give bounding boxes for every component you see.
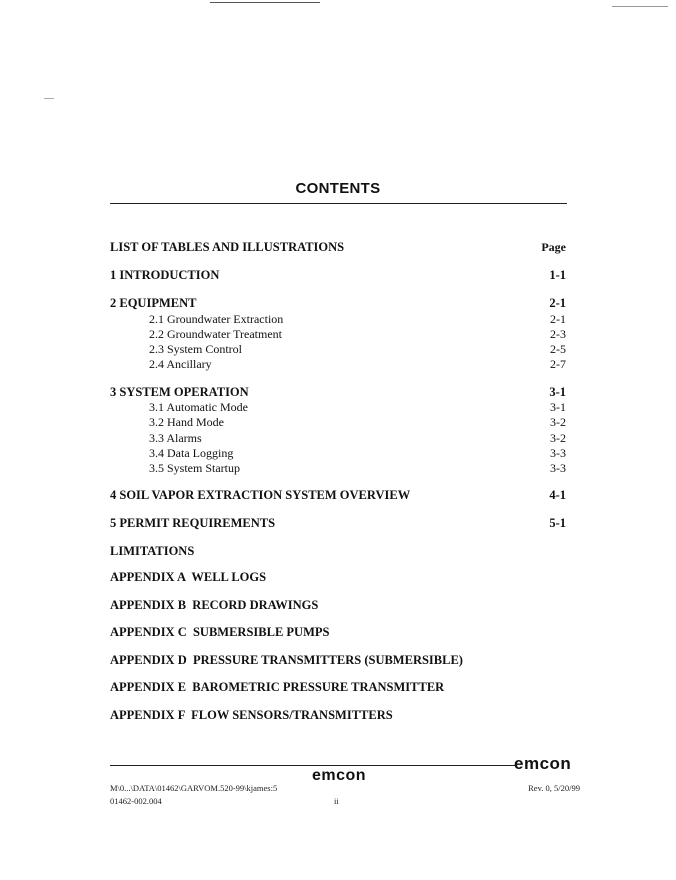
toc-subentry-page: 2-1 — [550, 312, 566, 326]
toc-entry-page: 3-1 — [549, 385, 566, 399]
toc-entry: LIMITATIONS — [110, 544, 195, 558]
toc-header-page: Page — [541, 240, 566, 254]
footer-page-number: ii — [334, 796, 339, 806]
toc-appendix: APPENDIX F FLOW SENSORS/TRANSMITTERS — [110, 708, 393, 722]
toc-entry: 4 SOIL VAPOR EXTRACTION SYSTEM OVERVIEW — [110, 488, 411, 502]
toc-subentry: 2.4 Ancillary — [149, 357, 212, 371]
page-title: CONTENTS — [295, 180, 381, 197]
footer-file-path: M\0...\DATA\01462\GARVOM.520-99\kjames:5 — [110, 783, 278, 793]
scan-artifact — [612, 6, 668, 7]
toc-appendix: APPENDIX E BAROMETRIC PRESSURE TRANSMITTER — [110, 680, 445, 694]
toc-subentry: 3.2 Hand Mode — [149, 415, 224, 429]
toc-entry-page: 4-1 — [549, 488, 566, 502]
toc-appendix: APPENDIX B RECORD DRAWINGS — [110, 598, 319, 612]
toc-appendix: APPENDIX D PRESSURE TRANSMITTERS (SUBMERSIBLE) — [110, 653, 463, 667]
emcon-logo-center: emcon — [312, 767, 367, 784]
toc-subentry-page: 2-3 — [550, 327, 566, 341]
emcon-logo-right: emcon — [514, 754, 572, 773]
scan-artifact — [210, 2, 320, 3]
toc-appendix: APPENDIX A WELL LOGS — [110, 570, 267, 584]
toc-entry: 5 PERMIT REQUIREMENTS — [110, 516, 276, 530]
toc-entry: 1 INTRODUCTION — [110, 268, 220, 282]
toc-subentry-page: 3-1 — [550, 400, 566, 414]
toc-subentry-page: 3-2 — [550, 415, 566, 429]
toc-entry: 3 SYSTEM OPERATION — [110, 385, 249, 399]
toc-subentry: 3.5 System Startup — [149, 461, 241, 475]
toc-subentry: 3.1 Automatic Mode — [149, 400, 248, 414]
footer-doc-number: 01462-002.004 — [110, 796, 162, 806]
footer-rule — [110, 765, 515, 766]
toc-subentry-page: 3-2 — [550, 431, 566, 445]
toc-subentry-page: 3-3 — [550, 461, 566, 475]
toc-subentry-page: 3-3 — [550, 446, 566, 460]
toc-subentry: 2.2 Groundwater Treatment — [149, 327, 282, 341]
toc-subentry-page: 2-5 — [550, 342, 566, 356]
toc-subentry: 3.3 Alarms — [149, 431, 202, 445]
toc-subentry: 2.3 System Control — [149, 342, 243, 356]
toc-subentry: 2.1 Groundwater Extraction — [149, 312, 284, 326]
toc-subentry: 3.4 Data Logging — [149, 446, 234, 460]
toc-entry-page: 5-1 — [549, 516, 566, 530]
toc-entry-page: 1-1 — [549, 268, 566, 282]
scan-artifact — [44, 98, 54, 99]
title-rule — [110, 203, 567, 204]
toc-header-label: LIST OF TABLES AND ILLUSTRATIONS — [110, 240, 345, 254]
toc-entry: 2 EQUIPMENT — [110, 296, 197, 310]
footer-revision: Rev. 0, 5/20/99 — [528, 783, 580, 793]
toc-subentry-page: 2-7 — [550, 357, 566, 371]
toc-appendix: APPENDIX C SUBMERSIBLE PUMPS — [110, 625, 330, 639]
toc-entry-page: 2-1 — [549, 296, 566, 310]
